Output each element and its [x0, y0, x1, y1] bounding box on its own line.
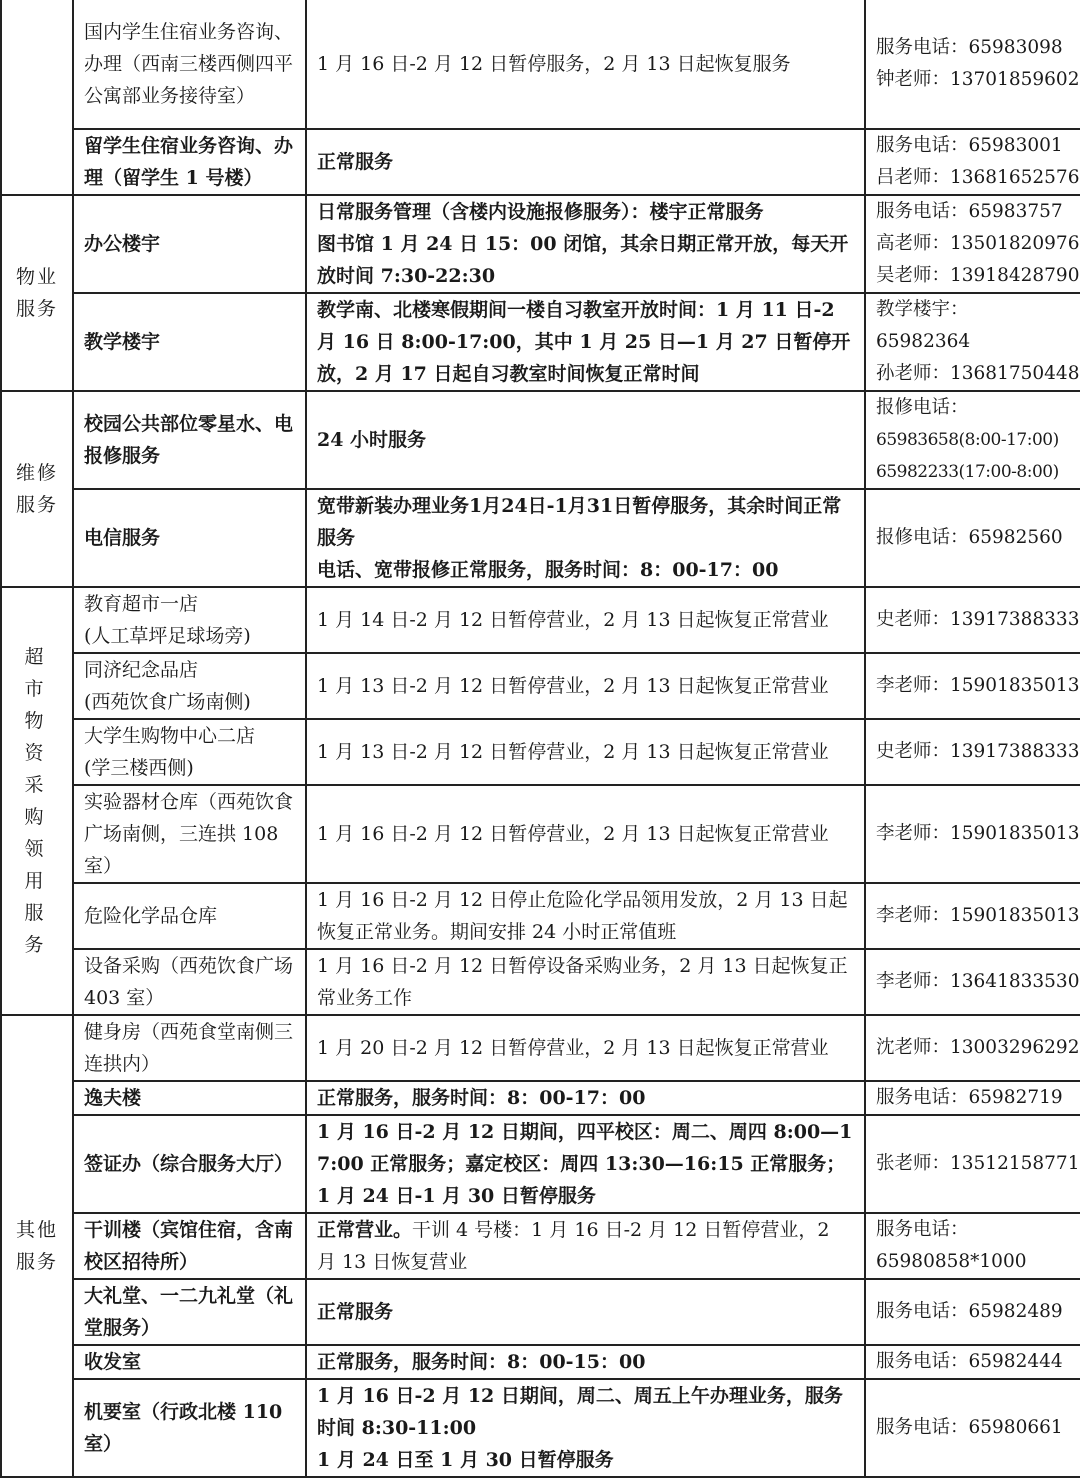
service-name: 收发室	[73, 1345, 306, 1379]
contact-line: 65983658(8:00-17:00)	[876, 430, 1059, 450]
contact-line: 孙老师：13681750448	[876, 363, 1080, 384]
contact-line: 65982233(17:00-8:00)	[876, 462, 1059, 482]
contact-line: 高老师：13501820976	[876, 233, 1080, 254]
category-label: 物业服务	[15, 266, 58, 320]
service-status: 1 月 16 日-2 月 12 日期间，四平校区：周二、周四 8:00—17:00 正常服务；嘉定校区：周四 13:30—16:15 正常服务；1 月 24 日-1 月 30 日暂停服务	[306, 1115, 865, 1213]
contact-line: 李老师：15901835013	[876, 823, 1080, 844]
category-label: 其他服务	[15, 1219, 58, 1273]
contact-line: 服务电话：65982489	[876, 1301, 1063, 1322]
name-line: (人工草坪足球场旁)	[84, 625, 251, 647]
service-status: 1 月 13 日-2 月 12 日暂停营业，2 月 13 日起恢复正常营业	[306, 719, 865, 785]
contact-line: 吴老师：13918428790	[876, 265, 1080, 286]
status-line: 电话、宽带报修正常服务，服务时间：8：00-17：00	[317, 559, 779, 581]
table-row	[1, 489, 1080, 587]
contact-line: 史老师：13917388333	[876, 741, 1080, 762]
contact-line: 服务电话：65983098	[876, 37, 1063, 58]
category-label: 超市物资采购领用服务	[24, 646, 50, 956]
status-line: 图书馆 1 月 24 日 15：00 闭馆，其余日期正常开放，每天开放时间 7:30-22:30	[317, 233, 849, 287]
service-status	[306, 1379, 865, 1477]
service-name: 大礼堂、一二九礼堂（礼堂服务）	[73, 1279, 306, 1345]
service-contact	[865, 653, 1080, 719]
service-name: 健身房（西苑食堂南侧三连拱内）	[73, 1015, 306, 1081]
service-contact	[865, 719, 1080, 785]
name-line: (西苑饮食广场南侧)	[84, 691, 251, 713]
service-status	[306, 489, 865, 587]
service-name	[73, 653, 306, 719]
contact-line: 报修电话：	[876, 397, 969, 418]
table-row	[1, 1279, 1080, 1345]
service-contact	[865, 883, 1080, 949]
table-row	[1, 1345, 1080, 1379]
service-name: 设备采购（西苑饮食广场 403 室）	[73, 949, 306, 1015]
service-contact	[865, 785, 1080, 883]
category-cell-supermarket	[1, 587, 73, 1015]
table-row	[1, 883, 1080, 949]
service-name: 国内学生住宿业务咨询、办理（西南三楼西侧四平公寓部业务接待室）	[73, 0, 306, 129]
contact-line: 服务电话：65982444	[876, 1351, 1063, 1372]
service-contact	[865, 391, 1080, 489]
service-contact	[865, 1345, 1080, 1379]
table-row	[1, 1115, 1080, 1213]
status-part: 正常营业。	[317, 1219, 413, 1241]
contact-line: 李老师：15901835013	[876, 905, 1080, 926]
contact-line: 服务电话：65983757	[876, 201, 1063, 222]
table-row	[1, 1015, 1080, 1081]
service-name: 实验器材仓库（西苑饮食广场南侧，三连拱 108 室）	[73, 785, 306, 883]
service-contact	[865, 129, 1080, 195]
table-row	[1, 391, 1080, 489]
service-name	[73, 587, 306, 653]
contact-line: 史老师：13917388333	[876, 609, 1080, 630]
service-contact	[865, 587, 1080, 653]
service-status: 正常服务	[306, 1279, 865, 1345]
service-contact	[865, 195, 1080, 293]
service-name: 教学楼宇	[73, 293, 306, 391]
contact-line: 李老师：15901835013	[876, 675, 1080, 696]
table-row	[1, 949, 1080, 1015]
service-contact	[865, 1081, 1080, 1115]
service-status: 正常服务，服务时间：8：00-17：00	[306, 1081, 865, 1115]
service-status: 1 月 16 日-2 月 12 日暂停设备采购业务，2 月 13 日起恢复正常业务工作	[306, 949, 865, 1015]
category-cell-maintenance	[1, 391, 73, 587]
service-status: 1 月 14 日-2 月 12 日暂停营业，2 月 13 日起恢复正常营业	[306, 587, 865, 653]
category-label: 维修服务	[15, 462, 58, 516]
service-name: 危险化学品仓库	[73, 883, 306, 949]
contact-line: 沈老师：13003296292	[876, 1037, 1080, 1058]
table-row	[1, 653, 1080, 719]
service-status: 1 月 20 日-2 月 12 日暂停营业，2 月 13 日起恢复正常营业	[306, 1015, 865, 1081]
service-name: 办公楼宇	[73, 195, 306, 293]
status-line: 日常服务管理（含楼内设施报修服务）：楼宇正常服务	[317, 201, 764, 223]
service-status: 1 月 16 日-2 月 12 日暂停营业，2 月 13 日起恢复正常营业	[306, 785, 865, 883]
service-status: 1 月 13 日-2 月 12 日暂停营业，2 月 13 日起恢复正常营业	[306, 653, 865, 719]
contact-line: 张老师：13512158771	[876, 1153, 1080, 1174]
service-contact	[865, 1379, 1080, 1477]
contact-line: 服务电话：65980661	[876, 1417, 1063, 1438]
service-contact	[865, 1213, 1080, 1279]
table-row	[1, 719, 1080, 785]
service-status	[306, 195, 865, 293]
contact-line: 李老师：13641833530	[876, 971, 1080, 992]
service-name: 签证办（综合服务大厅）	[73, 1115, 306, 1213]
table-row	[1, 1379, 1080, 1477]
service-name: 电信服务	[73, 489, 306, 587]
service-status: 1 月 16 日-2 月 12 日暂停服务，2 月 13 日起恢复服务	[306, 0, 865, 129]
service-contact	[865, 293, 1080, 391]
contact-line: 教学楼宇：	[876, 299, 969, 320]
service-status: 24 小时服务	[306, 391, 865, 489]
contact-line: 服务电话：65982719	[876, 1087, 1063, 1108]
name-line: 同济纪念品店	[84, 659, 199, 681]
table-row	[1, 0, 1080, 129]
contact-line: 报修电话：65982560	[876, 527, 1063, 548]
contact-line: 吕老师：13681652576	[876, 167, 1080, 188]
name-line: (学三楼西侧)	[84, 757, 194, 779]
contact-line: 65980858*1000	[876, 1251, 1027, 1272]
service-contact	[865, 489, 1080, 587]
contact-line: 服务电话：65983001	[876, 135, 1063, 156]
category-cell-housing	[1, 0, 73, 195]
table-row	[1, 785, 1080, 883]
service-name: 干训楼（宾馆住宿，含南校区招待所）	[73, 1213, 306, 1279]
table-row	[1, 293, 1080, 391]
service-name: 机要室（行政北楼 110 室）	[73, 1379, 306, 1477]
service-contact	[865, 949, 1080, 1015]
service-status: 正常服务	[306, 129, 865, 195]
table-row	[1, 129, 1080, 195]
status-part: 干训 4 号楼：1 月 16 日-2 月 12 日暂停营业，2 月 13 日恢复营业	[317, 1219, 830, 1273]
service-status: 正常服务，服务时间：8：00-15：00	[306, 1345, 865, 1379]
service-contact	[865, 0, 1080, 129]
name-line: 教育超市一店	[84, 593, 199, 615]
service-contact	[865, 1015, 1080, 1081]
table-row	[1, 195, 1080, 293]
service-status: 1 月 16 日-2 月 12 日停止危险化学品领用发放，2 月 13 日起恢复正常业务。期间安排 24 小时正常值班	[306, 883, 865, 949]
service-name: 校园公共部位零星水、电报修服务	[73, 391, 306, 489]
service-status	[306, 1213, 865, 1279]
status-line: 1 月 16 日-2 月 12 日期间，周二、周五上午办理业务，服务时间 8:30-11:00	[317, 1385, 843, 1439]
table-row	[1, 1213, 1080, 1279]
service-name: 逸夫楼	[73, 1081, 306, 1115]
contact-line: 钟老师：13701859602	[876, 69, 1080, 90]
status-line: 宽带新装办理业务1月24日-1月31日暂停服务，其余时间正常服务	[317, 495, 842, 549]
table-row	[1, 1081, 1080, 1115]
category-cell-other	[1, 1015, 73, 1477]
service-status: 教学南、北楼寒假期间一楼自习教室开放时间：1 月 11 日-2 月 16 日 8:00-17:00，其中 1 月 25 日—1 月 27 日暂停开放，2 月 17 日起自习教室时间恢复正常时间	[306, 293, 865, 391]
table-row	[1, 587, 1080, 653]
category-cell-property	[1, 195, 73, 391]
service-name	[73, 719, 306, 785]
name-line: 大学生购物中心二店	[84, 725, 256, 747]
service-contact	[865, 1279, 1080, 1345]
service-name: 留学生住宿业务咨询、办理（留学生 1 号楼）	[73, 129, 306, 195]
contact-line: 服务电话：	[876, 1219, 969, 1240]
service-contact	[865, 1115, 1080, 1213]
status-line: 1 月 24 日至 1 月 30 日暂停服务	[317, 1449, 614, 1471]
contact-line: 65982364	[876, 331, 971, 352]
